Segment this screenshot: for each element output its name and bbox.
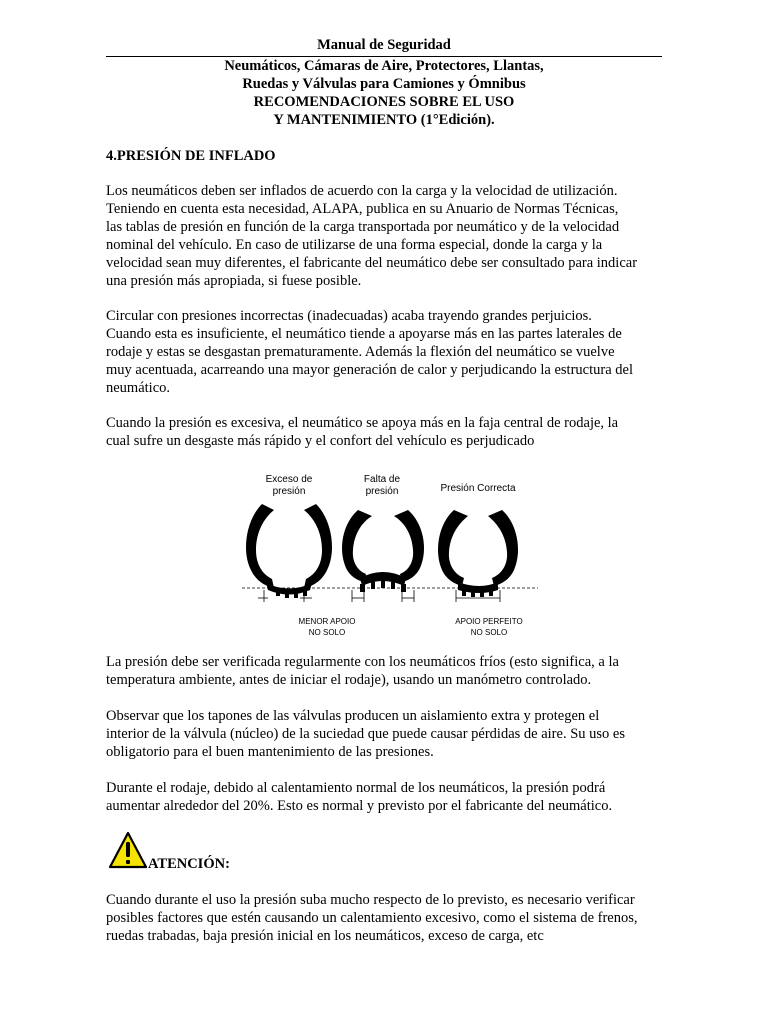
text-line: temperatura ambiente, antes de iniciar el rodaje), usando un manómetro controlado. <box>106 672 592 688</box>
text-line: neumático. <box>106 380 171 396</box>
label-exceso-line1: Exceso de <box>265 474 313 485</box>
text-line: interior de la válvula (núcleo) de la suciedad que puede causar pérdidas de aire. Su uso es <box>106 726 625 742</box>
text-line: Cuando la presión es excesiva, el neumático se apoya más en la faja central de rodaje, la <box>106 415 619 431</box>
paragraph-6 <box>106 779 666 815</box>
header-line: Y MANTENIMIENTO (1°Edición). <box>273 112 495 128</box>
label-menor-line2: NO SOLO <box>308 628 346 637</box>
text-line: cual sufre un desgaste más rápido y el confort del vehículo es perjudicado <box>106 433 535 449</box>
text-line: una presión más apropiada, si fuese posible. <box>106 273 362 289</box>
paragraph-5 <box>106 707 666 761</box>
section-heading: 4.PRESIÓN DE INFLADO <box>106 148 276 164</box>
text-line: aumentar alrededor del 20%. Esto es normal y previsto por el fabricante del neumático. <box>106 798 613 814</box>
text-line: velocidad sean muy diferentes, el fabricante del neumático debe ser consultado para indicar <box>106 255 638 271</box>
text-line: Los neumáticos deben ser inflados de acuerdo con la carga y la velocidad de utilización. <box>106 183 618 199</box>
text-line: Cuando durante el uso la presión suba mucho respecto de lo previsto, es necesario verificar <box>106 892 635 908</box>
text-line: nominal del vehículo. En caso de utilizarse de una forma especial, donde la carga y la <box>106 237 603 253</box>
paragraph-3 <box>106 414 666 450</box>
tire-underinflated-icon <box>342 510 424 592</box>
text-line: muy acentuada, acarreando una mayor generación de calor y perjudicando la estructura del <box>106 362 633 378</box>
text-line: las tablas de presión en función de la carga transportada por neumático y de la velocidad <box>106 219 620 235</box>
paragraph-2 <box>106 307 666 397</box>
text-line: Teniendo en cuenta esta necesidad, ALAPA, publica en su Anuario de Normas Técnicas, <box>106 201 619 217</box>
text-line: Durante el rodaje, debido al calentamiento normal de los neumáticos, la presión podrá <box>106 780 606 796</box>
text-line: La presión debe ser verificada regularmente con los neumáticos fríos (esto significa, a la <box>106 654 619 670</box>
header-line: Ruedas y Válvulas para Camiones y Ómnibus <box>242 76 526 92</box>
header-subtitle <box>0 57 768 129</box>
header-line: Neumáticos, Cámaras de Aire, Protectores, Llantas, <box>224 58 544 74</box>
label-perfecto-line2: NO SOLO <box>470 628 508 637</box>
text-line: posibles factores que estén causando un calentamiento excesivo, como el sistema de frenos, <box>106 910 638 926</box>
header-line: RECOMENDACIONES SOBRE EL USO <box>253 94 515 110</box>
paragraph-4 <box>106 653 666 689</box>
tire-correct-pressure-icon <box>438 510 518 597</box>
label-perfecto-line1: APOIO PERFEITO <box>455 617 523 626</box>
warning-triangle-icon <box>108 831 148 869</box>
attention-label: ATENCIÓN: <box>148 856 230 872</box>
text-line: Cuando esta es insuficiente, el neumático tiende a apoyarse más en las partes laterales de <box>106 326 622 342</box>
text-line: rodaje y estas se desgastan prematuramente. Además la flexión del neumático se vuelve <box>106 344 615 360</box>
text-line: Observar que los tapones de las válvulas producen un aislamiento extra y protegen el <box>106 708 600 724</box>
text-line: Circular con presiones incorrectas (inadecuadas) acaba trayendo grandes perjuicios. <box>106 308 592 324</box>
paragraph-7 <box>106 891 666 945</box>
label-exceso-line2: presión <box>272 486 306 497</box>
label-correcta: Presión Correcta <box>440 483 516 494</box>
text-line: ruedas trabadas, baja presión inicial en los neumáticos, exceso de carga, etc <box>106 928 544 944</box>
label-falta-line1: Falta de <box>363 474 401 485</box>
label-menor-line1: MENOR APOIO <box>298 617 356 626</box>
tire-overinflated-icon <box>246 504 332 598</box>
text-line: obligatorio para el buen mantenimiento de las presiones. <box>106 744 434 760</box>
paragraph-1 <box>106 182 666 290</box>
manual-title: Manual de Seguridad <box>317 37 451 53</box>
tire-pressure-diagram <box>240 466 540 646</box>
label-falta-line2: presión <box>365 486 399 497</box>
